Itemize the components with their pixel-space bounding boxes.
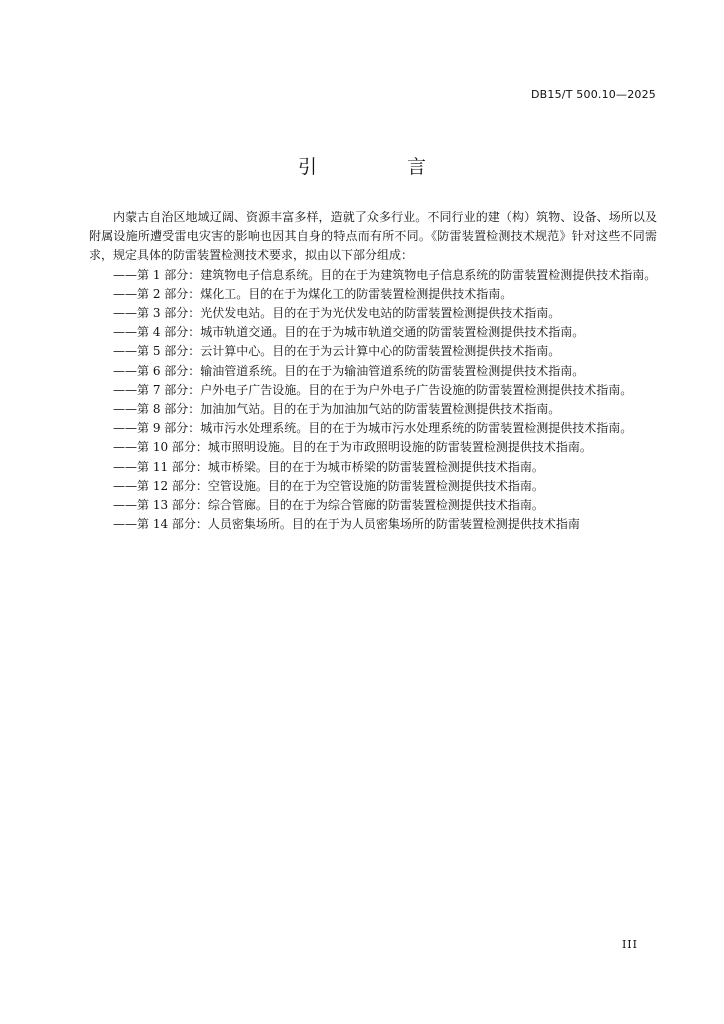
document-body	[89, 208, 657, 534]
part-item-4: ——第 4 部分：城市轨道交通。目的在于为城市轨道交通的防雷装置检测提供技术指南。	[113, 325, 585, 340]
part-item-14: ——第 14 部分：人员密集场所。目的在于为人员密集场所的防雷装置检测提供技术指南	[113, 517, 580, 532]
part-item-10: ——第 10 部分：城市照明设施。目的在于为市政照明设施的防雷装置检测提供技术指南。	[113, 440, 592, 455]
page-number: III	[621, 938, 638, 951]
part-item-8: ——第 8 部分：加油加气站。目的在于为加油加气站的防雷装置检测提供技术指南。	[113, 402, 561, 417]
part-item-9: ——第 9 部分：城市污水处理系统。目的在于为城市污水处理系统的防雷装置检测提供技术指南。	[113, 421, 633, 436]
page-title: 引 言	[297, 156, 469, 178]
part-item-7: ——第 7 部分：户外电子广告设施。目的在于为户外电子广告设施的防雷装置检测提供技术指南。	[113, 382, 633, 397]
part-item-5: ——第 5 部分：云计算中心。目的在于为云计算中心的防雷装置检测提供技术指南。	[113, 344, 561, 359]
part-item-1: ——第 1 部分：建筑物电子信息系统。目的在于为建筑物电子信息系统的防雷装置检测提供技术指南。	[113, 267, 657, 282]
part-item-2: ——第 2 部分：煤化工。目的在于为煤化工的防雷装置检测提供技术指南。	[113, 286, 513, 301]
part-item-6: ——第 6 部分：输油管道系统。目的在于为输油管道系统的防雷装置检测提供技术指南。	[113, 363, 585, 378]
parts-list	[89, 266, 657, 535]
intro-paragraph: 内蒙古自治区地域辽阔、资源丰富多样，造就了众多行业。不同行业的建（构）筑物、设备、场所以及附属设施所遭受雷电灾害的影响也因其自身的特点而有所不同。《防雷装置检测技术规范》针对这些不同需求，规定具体的防雷装置检测技术要求，拟由以下部分组成：	[89, 210, 657, 263]
part-item-13: ——第 13 部分：综合管廊。目的在于为综合管廊的防雷装置检测提供技术指南。	[113, 498, 544, 513]
part-item-12: ——第 12 部分：空管设施。目的在于为空管设施的防雷装置检测提供技术指南。	[113, 478, 544, 493]
part-item-3: ——第 3 部分：光伏发电站。目的在于为光伏发电站的防雷装置检测提供技术指南。	[113, 306, 561, 321]
part-item-11: ——第 11 部分：城市桥梁。目的在于为城市桥梁的防雷装置检测提供技术指南。	[113, 459, 544, 474]
standard-code: DB15/T 500.10—2025	[530, 88, 656, 101]
